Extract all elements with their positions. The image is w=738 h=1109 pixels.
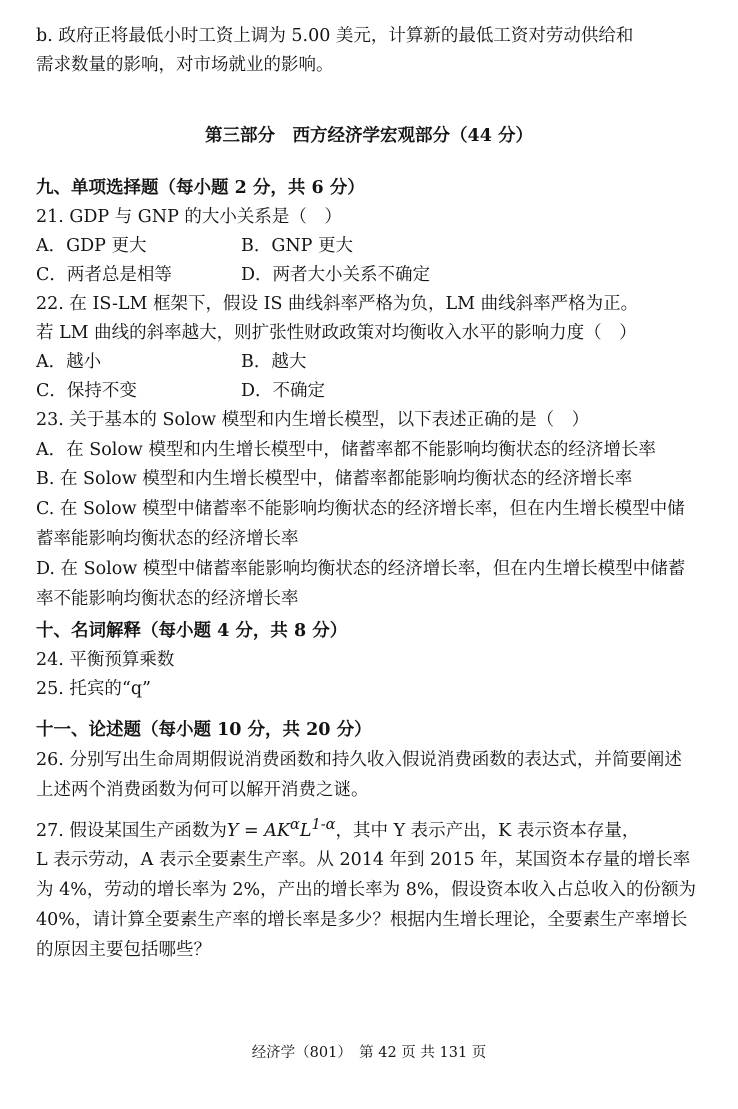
section-10 xyxy=(36,617,696,704)
q22-options-cd xyxy=(36,377,696,406)
intro-line-2: 需求数量的影响，对市场就业的影响。 xyxy=(36,55,334,75)
part-title: 第三部分 西方经济学宏观部分（44 分） xyxy=(205,126,533,146)
q23-option-a: A．在 Solow 模型和内生增长模型中，储蓄率都不能影响均衡状态的经济增长率 xyxy=(36,440,656,460)
production-function-l: L xyxy=(299,820,312,841)
production-function-exp-l: 1-α xyxy=(311,816,336,833)
q22-stem-2: 若 LM 曲线的斜率越大，则扩张性财政政策对均衡收入水平的影响力度（ ） xyxy=(36,323,637,343)
section-11-heading: 十一、论述题（每小题 10 分，共 20 分） xyxy=(36,720,372,740)
q22-option-c: C．保持不变 xyxy=(36,381,137,401)
q27-suffix: ，其中 Y 表示产出，K 表示资本存量， xyxy=(335,820,640,841)
q27-body-text: L 表示劳动，A 表示全要素生产率。从 2014 年到 2015 年，某国资本存量的增长率为 4%，劳动的增长率为 2%，产出的增长率为 8%，假设资本收入占总收入的份额为 40%，请计算全要素生产率的增长率是多少？根据内生增长理论，全要素生产率增长的原因主要包括哪些？ xyxy=(36,850,696,960)
intro-question-b xyxy=(36,22,696,80)
q27-body xyxy=(36,845,696,965)
q22-option-b: B．越大 xyxy=(241,352,307,372)
q27-prefix: 27. 假设某国生产函数为 xyxy=(36,820,227,841)
q21-option-a: A．GDP 更大 xyxy=(36,236,147,256)
q22-options-ab xyxy=(36,348,696,377)
q23-option-b: B. 在 Solow 模型和内生增长模型中，储蓄率都能影响均衡状态的经济增长率 xyxy=(36,469,633,489)
q21-option-d: D．两者大小关系不确定 xyxy=(241,265,431,285)
q23-stem: 23. 关于基本的 Solow 模型和内生增长模型，以下表述正确的是（ ） xyxy=(36,410,590,430)
q22-option-d: D．不确定 xyxy=(241,381,326,401)
q24: 24. 平衡预算乘数 xyxy=(36,650,175,670)
production-function-base: Y = AK xyxy=(226,820,290,841)
q21-option-c: C．两者总是相等 xyxy=(36,265,172,285)
q23-option-c: C. 在 Solow 模型中储蓄率不能影响均衡状态的经济增长率，但在内生增长模型中储蓄率能影响均衡状态的经济增长率 xyxy=(36,499,685,549)
q27-first-line xyxy=(36,810,696,839)
intro-line-1: b. 政府正将最低小时工资上调为 5.00 美元，计算新的最低工资对劳动供给和 xyxy=(36,26,634,46)
production-function xyxy=(226,816,336,841)
q22-stem-1: 22. 在 IS-LM 框架下，假设 IS 曲线斜率严格为负，LM 曲线斜率严格为正。 xyxy=(36,294,639,314)
q21-options-cd xyxy=(36,261,696,290)
q23-option-d: D. 在 Solow 模型中储蓄率能影响均衡状态的经济增长率，但在内生增长模型中储蓄率不能影响均衡状态的经济增长率 xyxy=(36,559,686,609)
q22-option-a: A．越小 xyxy=(36,352,102,372)
section-9-heading: 九、单项选择题（每小题 2 分，共 6 分） xyxy=(36,178,365,198)
production-function-exp-k: α xyxy=(289,816,300,833)
section-11 xyxy=(36,716,696,805)
page-footer: 经济学（801） 第 42 页 共 131 页 xyxy=(251,1045,487,1061)
q25: 25. 托宾的“q” xyxy=(36,679,151,699)
q26: 26. 分别写出生命周期假说消费函数和持久收入假说消费函数的表达式，并简要阐述上述两个消费函数为何可以解开消费之谜。 xyxy=(36,750,682,800)
q21-option-b: B．GNP 更大 xyxy=(241,236,353,256)
section-9 xyxy=(36,174,696,614)
q21-stem: 21. GDP 与 GNP 的大小关系是（ ） xyxy=(36,207,342,227)
q21-options-ab xyxy=(36,232,696,261)
section-10-heading: 十、名词解释（每小题 4 分，共 8 分） xyxy=(36,621,348,641)
